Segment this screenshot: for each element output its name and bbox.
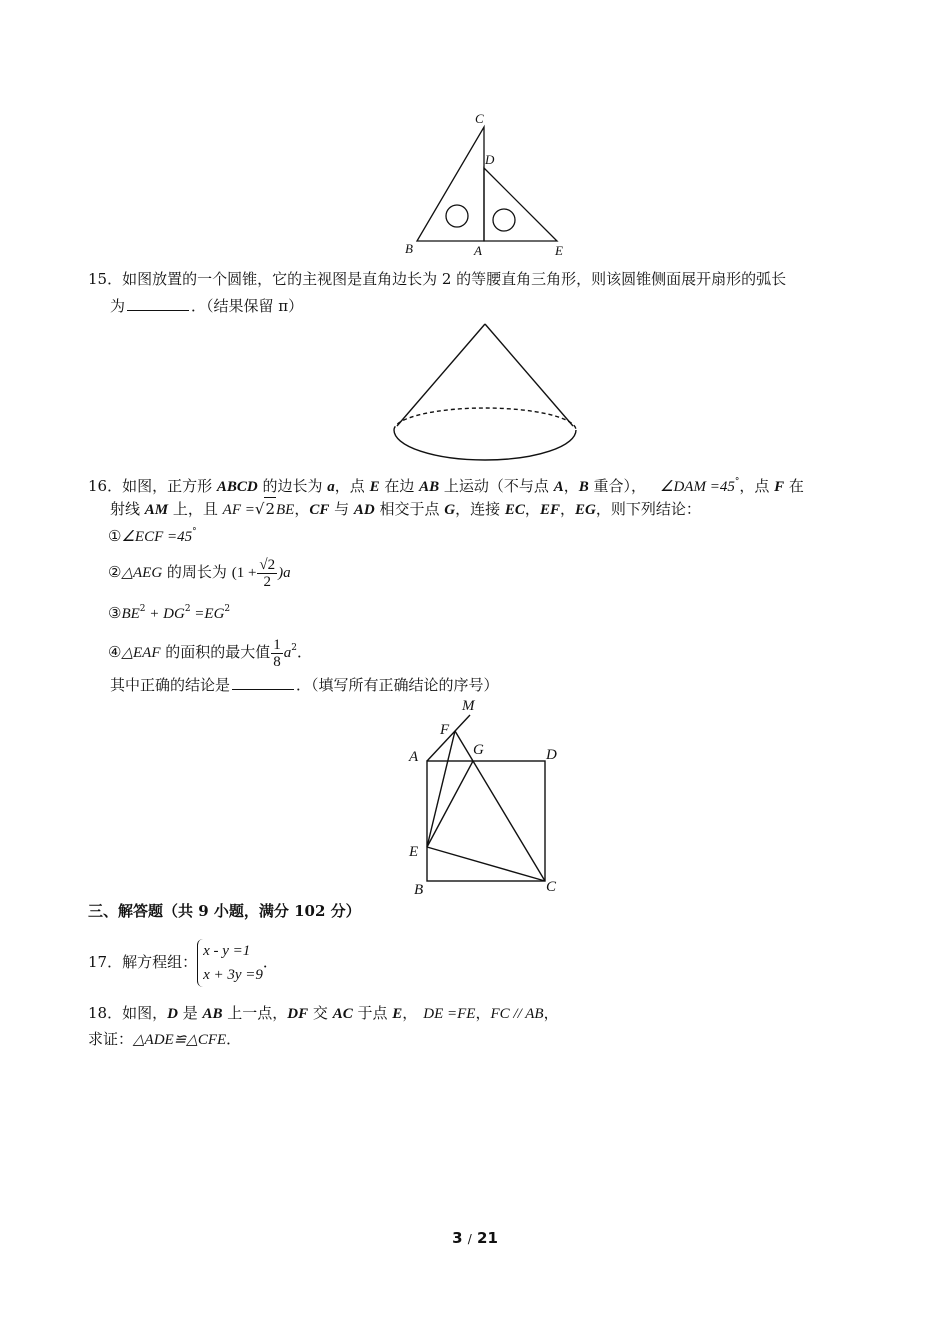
t: FC // AB [490,1006,544,1022]
label-e: E [409,844,419,860]
fraction-one-eighth [271,637,283,670]
figure-cone [385,318,585,468]
q17 [88,936,278,988]
q16-answer-blank[interactable] [232,675,294,690]
t: 重合）， [588,477,647,495]
t: ② [108,563,122,581]
t: A [553,479,564,495]
q16-line1 [88,471,804,498]
t: AC [332,1006,353,1022]
t: 射线 [110,500,145,518]
q15-answer-blank[interactable] [127,296,189,311]
t: ． [297,643,313,661]
q16-line2 [110,497,701,521]
t: ， [294,500,310,518]
t: ， [543,1004,559,1022]
t: ． [226,1030,242,1048]
equation-2: x + 3y =9 [203,967,263,983]
t: ， [475,1004,491,1022]
t: 于点 [352,1004,393,1022]
t: 相交于点 [374,500,445,518]
t: 如图，正方形 [122,477,217,495]
equation-1: x - y =1 [203,943,251,959]
fraction-sqrt2-over-2 [257,557,277,590]
label-d: D [485,152,495,167]
t: ° [734,477,740,487]
t: 的面积的最大值 [160,643,271,661]
t: 在 [784,477,804,495]
q15-text2b: ．（结果保留 π） [191,297,304,315]
figure-triangles [395,110,580,262]
t: G [444,502,456,518]
q15-number: 15． [88,270,123,288]
t: △EAF [121,645,161,661]
t: ③ [108,604,122,622]
label-g: G [473,742,484,758]
t: ° [192,527,197,537]
t: 8 [273,653,281,670]
label-c: C [475,111,484,126]
t: BE [121,606,140,622]
t: 与 [329,500,354,518]
q15-text: 如图放置的一个圆锥，它的主视图是直角边长为 2 的等腰直角三角形，则该圆锥侧面展开扇形的弧长 [122,270,787,288]
t: AB [419,479,440,495]
t: D [167,1006,178,1022]
q16-conclusion-2 [108,550,291,594]
t: + DG [145,606,185,622]
section-heading: 三、解答题（共 9 小题，满分 102 分） [88,902,361,920]
t: 2 [263,573,272,590]
t: ，点 [739,477,775,495]
t: 2 [139,604,146,614]
t: ABCD [216,479,258,495]
label-e: E [555,243,563,258]
q16-conclusion-3 [108,598,230,625]
t: ，连接 [455,500,505,518]
t: 2 [264,497,276,520]
label-b: B [414,882,424,898]
equation-system [197,939,263,987]
label-c: C [546,879,557,895]
t: 解方程组： [122,953,198,971]
t: △ADE≌△CFE [133,1032,227,1048]
sqrt-sign: √ [254,500,265,518]
q18-line2 [88,1028,241,1051]
t: 的周长为 [162,563,232,581]
label-b: B [405,241,413,256]
q16-number: 16． [88,477,123,495]
t: EF [539,502,560,518]
t: 上，且 [168,500,223,518]
t: 在边 [379,477,420,495]
t: ，则下列结论： [595,500,701,518]
t: ．（填写所有正确结论的序号） [296,676,499,694]
t: 是 [177,1004,203,1022]
t: 2 [224,604,231,614]
t: EC [504,502,525,518]
t: DE =FE [423,1006,476,1022]
page-current: 3 [452,1229,463,1247]
t: ，点 [334,477,370,495]
q17-number: 17． [88,953,123,971]
t: E [369,479,380,495]
t: 上运动（不与点 [439,477,554,495]
t: 求证： [88,1030,134,1048]
t: a [327,479,335,495]
page-sep: / [467,1232,472,1246]
math-af: AF = [222,502,255,518]
t: =EG [190,606,225,622]
figure-square [400,695,570,900]
math-angle-dam: ∠DAM =45 [660,479,735,495]
t: 1 [273,636,281,653]
t: AB [202,1006,223,1022]
q15-text2a: 为 [110,297,126,315]
t: √2 [259,556,276,573]
t: 上一点， [222,1004,288,1022]
t: E [392,1006,403,1022]
t: (1 + [231,565,257,581]
t: DF [287,1006,309,1022]
t: 2 [291,643,297,653]
t: EG [574,502,596,518]
t: B [578,479,589,495]
q16-tail [110,674,499,696]
t: F [774,479,785,495]
q15-line1 [88,268,786,290]
q16-conclusion-4 [108,626,312,670]
t: 如图， [122,1004,168,1022]
t: △AEG [121,565,163,581]
t: AD [353,502,375,518]
q15-line2 [110,295,303,317]
t: ． [262,953,278,971]
label-f: F [440,722,450,738]
t: BE [275,502,295,518]
t: )a [278,565,291,581]
label-d: D [546,747,557,763]
t: ， [563,477,579,495]
t: 其中正确的结论是 [110,676,231,694]
page-number [0,1229,950,1247]
t: ④ [108,643,122,661]
q18-line1 [88,1002,559,1025]
t: ∠ECF =45 [121,529,193,545]
t: a [283,645,292,661]
label-a: A [474,243,482,258]
t: 的边长为 [257,477,328,495]
t: CF [309,502,330,518]
t: AM [144,502,169,518]
t: ① [108,527,122,545]
page-total: 21 [477,1229,498,1247]
q16-conclusion-1 [108,521,197,548]
t: ， [524,500,540,518]
t: ， [402,1004,418,1022]
label-m: M [462,698,475,714]
t: 交 [308,1004,333,1022]
label-a: A [409,749,419,765]
q18-number: 18． [88,1004,123,1022]
t: 2 [184,604,191,614]
t: ， [559,500,575,518]
